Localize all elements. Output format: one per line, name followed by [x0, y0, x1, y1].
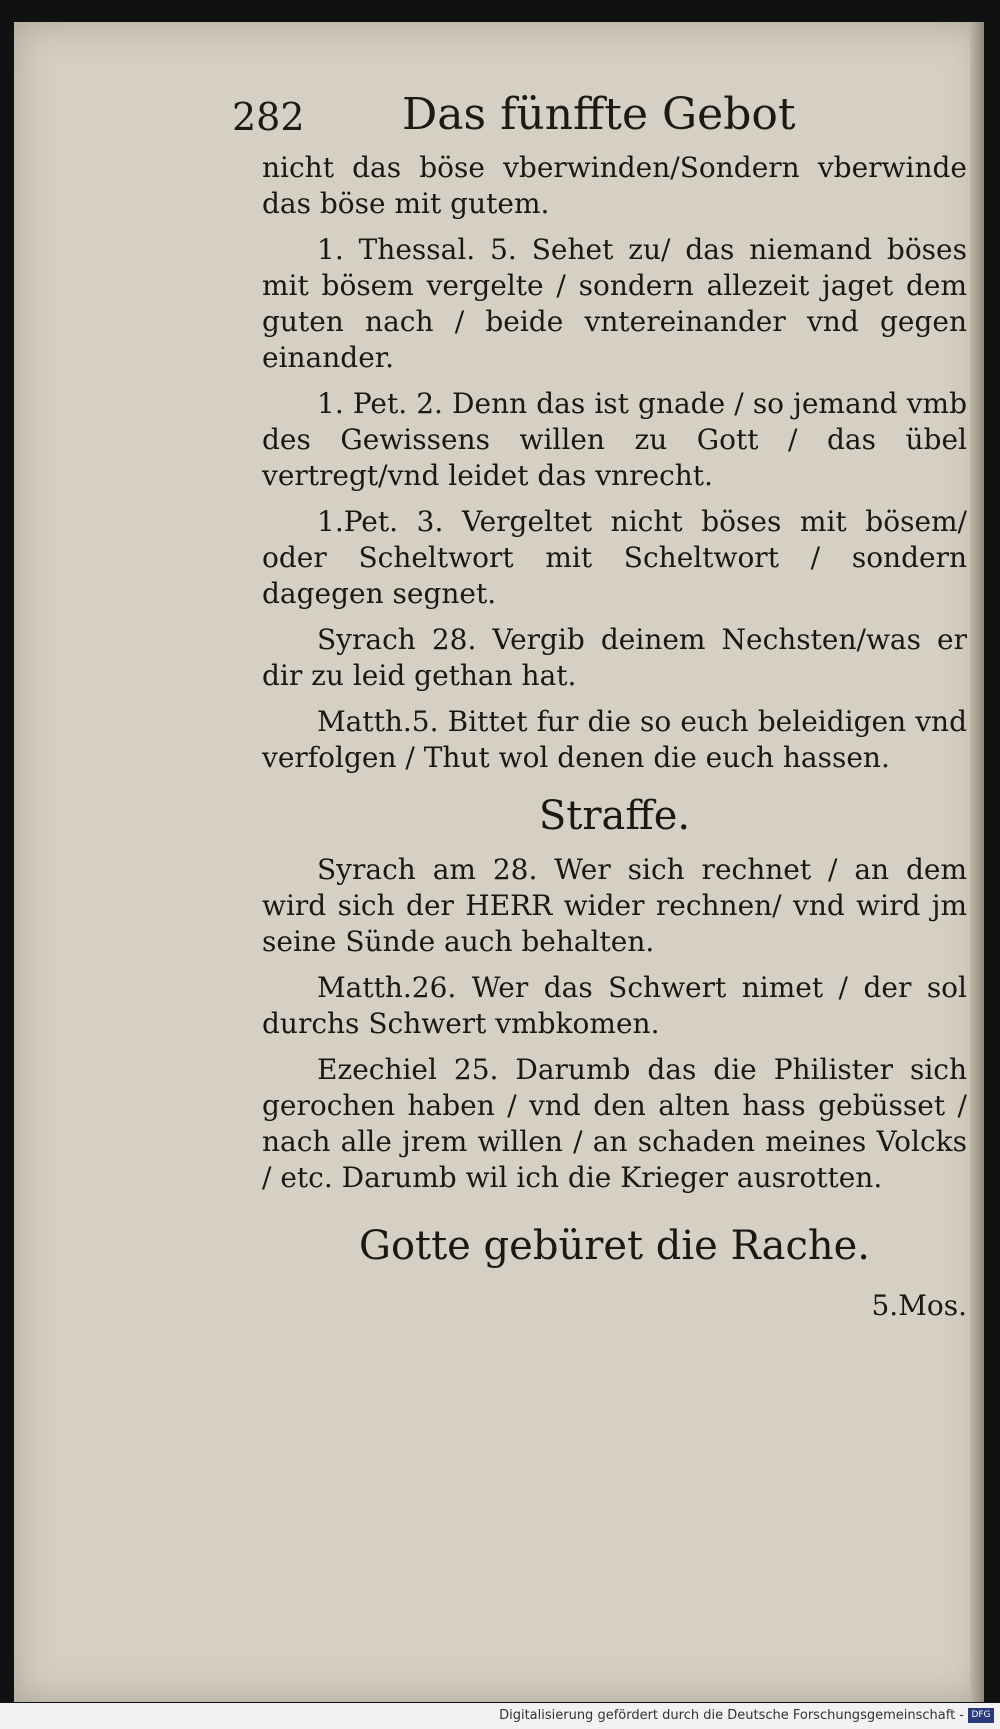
dfg-logo: DFG	[968, 1708, 994, 1723]
text-paragraph: Matth.5. Bittet fur die so euch beleidigen vnd verfolgen / Thut wol denen die euch hassen.	[262, 705, 967, 774]
page-number: 282	[232, 95, 305, 139]
section-heading: Straffe.	[538, 793, 691, 839]
running-title: Das fünffte Gebot	[402, 89, 796, 140]
text-paragraph: Syrach am 28. Wer sich rechnet / an dem wird sich der HERR wider rechnen/ vnd wird jm seine Sünde auch behalten.	[262, 853, 967, 958]
catchword: 5.Mos.	[871, 1289, 967, 1322]
text-paragraph: Matth.26. Wer das Schwert nimet / der sol durchs Schwert vmbkomen.	[262, 971, 967, 1040]
text-paragraph: Syrach 28. Vergib deinem Nechsten/was er dir zu leid gethan hat.	[262, 623, 967, 692]
text-paragraph: 1. Thessal. 5. Sehet zu/ das niemand böses mit bösem vergelte / sondern allezeit jaget dem guten nach / beide vntereinander vnd gegen einander.	[262, 233, 967, 374]
text-paragraph: 1. Pet. 2. Denn das ist gnade / so jemand vmb des Gewissens willen zu Gott / das übel vertregt/vnd leidet das vnrecht.	[262, 387, 967, 492]
book-spine-edge	[970, 22, 984, 1702]
page-header	[232, 85, 952, 145]
text-paragraph: nicht das böse vberwinden/Sondern vberwinde das böse mit gutem.	[262, 151, 967, 220]
closing-heading: Gotte gebüret die Rache.	[358, 1223, 870, 1269]
text-paragraph: Ezechiel 25. Darumb das die Philister sich gerochen haben / vnd den alten hass gebüsset / nach alle jrem willen / an schaden meines Volcks / etc. Darumb wil ich die Krieger ausrotten.	[262, 1053, 967, 1194]
text-paragraph: 1.Pet. 3. Vergeltet nicht böses mit bösem/ oder Scheltwort mit Scheltwort / sondern dagegen segnet.	[262, 505, 967, 610]
main-text	[262, 150, 967, 1324]
footer-credit: Digitalisierung gefördert durch die Deutsche Forschungsgemeinschaft -	[499, 1708, 964, 1723]
digitization-footer	[0, 1703, 1000, 1729]
